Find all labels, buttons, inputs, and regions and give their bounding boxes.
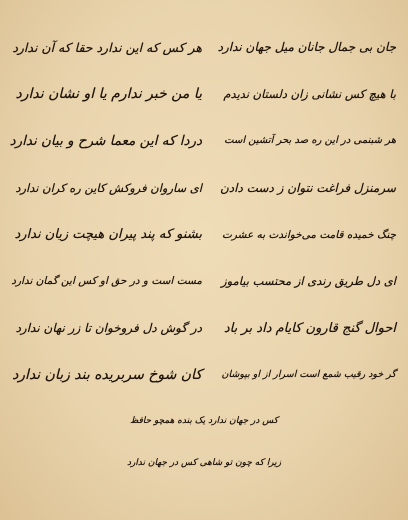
verse-row bbox=[6, 211, 402, 258]
hemistich-left: در گوش دل فروخوان تا زر نهان ندارد bbox=[15, 321, 202, 336]
verse-row bbox=[6, 352, 402, 399]
closing-couplet bbox=[0, 400, 408, 484]
poem-body bbox=[6, 24, 402, 398]
hemistich-right: سرمنزل فراغت نتوان ز دست دادن bbox=[219, 180, 396, 195]
verse-row bbox=[6, 71, 402, 118]
hemistich-left: بشنو که پند پیران هیچت زیان ندارد bbox=[14, 227, 202, 243]
hemistich-right: گر خود رقیب شمع است اسرار از او بپوشان bbox=[221, 369, 396, 381]
hemistich-left: یا من خبر ندارم یا او نشان ندارد bbox=[15, 86, 202, 103]
hemistich-left: هر کس که این ندارد حقا که آن ندارد bbox=[12, 39, 202, 55]
hemistich-left: کان شوخ سربریده بند زبان ندارد bbox=[12, 366, 202, 383]
hemistich-right: جان بی جمال جانان میل جهان ندارد bbox=[217, 40, 396, 55]
verse-row bbox=[6, 258, 402, 305]
closing-line: زیرا که چون تو شاهی کس در جهان ندارد bbox=[126, 458, 282, 468]
hemistich-left: مست است و در حق او کس این گمان ندارد bbox=[11, 275, 202, 288]
hemistich-right: با هیچ کس نشانی زان دلستان ندیدم bbox=[223, 87, 396, 102]
hemistich-left: ای ساروان فروکش کاین ره کران ندارد bbox=[15, 180, 202, 195]
hemistich-right: هر شبنمی در این ره صد بحر آتشین است bbox=[224, 135, 396, 147]
hemistich-right: احوال گنج قارون کایام داد بر باد bbox=[223, 320, 396, 336]
verse-row bbox=[6, 305, 402, 352]
hemistich-left: دردا که این معما شرح و بیان ندارد bbox=[9, 132, 202, 149]
verse-row bbox=[6, 24, 402, 71]
closing-line: کس در جهان ندارد یک بنده همچو حافظ bbox=[129, 416, 279, 426]
verse-row bbox=[6, 118, 402, 165]
hemistich-right: ای دل طریق رندی از محتسب بیاموز bbox=[221, 274, 396, 289]
hemistich-right: چنگ خمیده قامت می‌خواندت به عشرت bbox=[221, 228, 396, 241]
verse-row bbox=[6, 164, 402, 211]
